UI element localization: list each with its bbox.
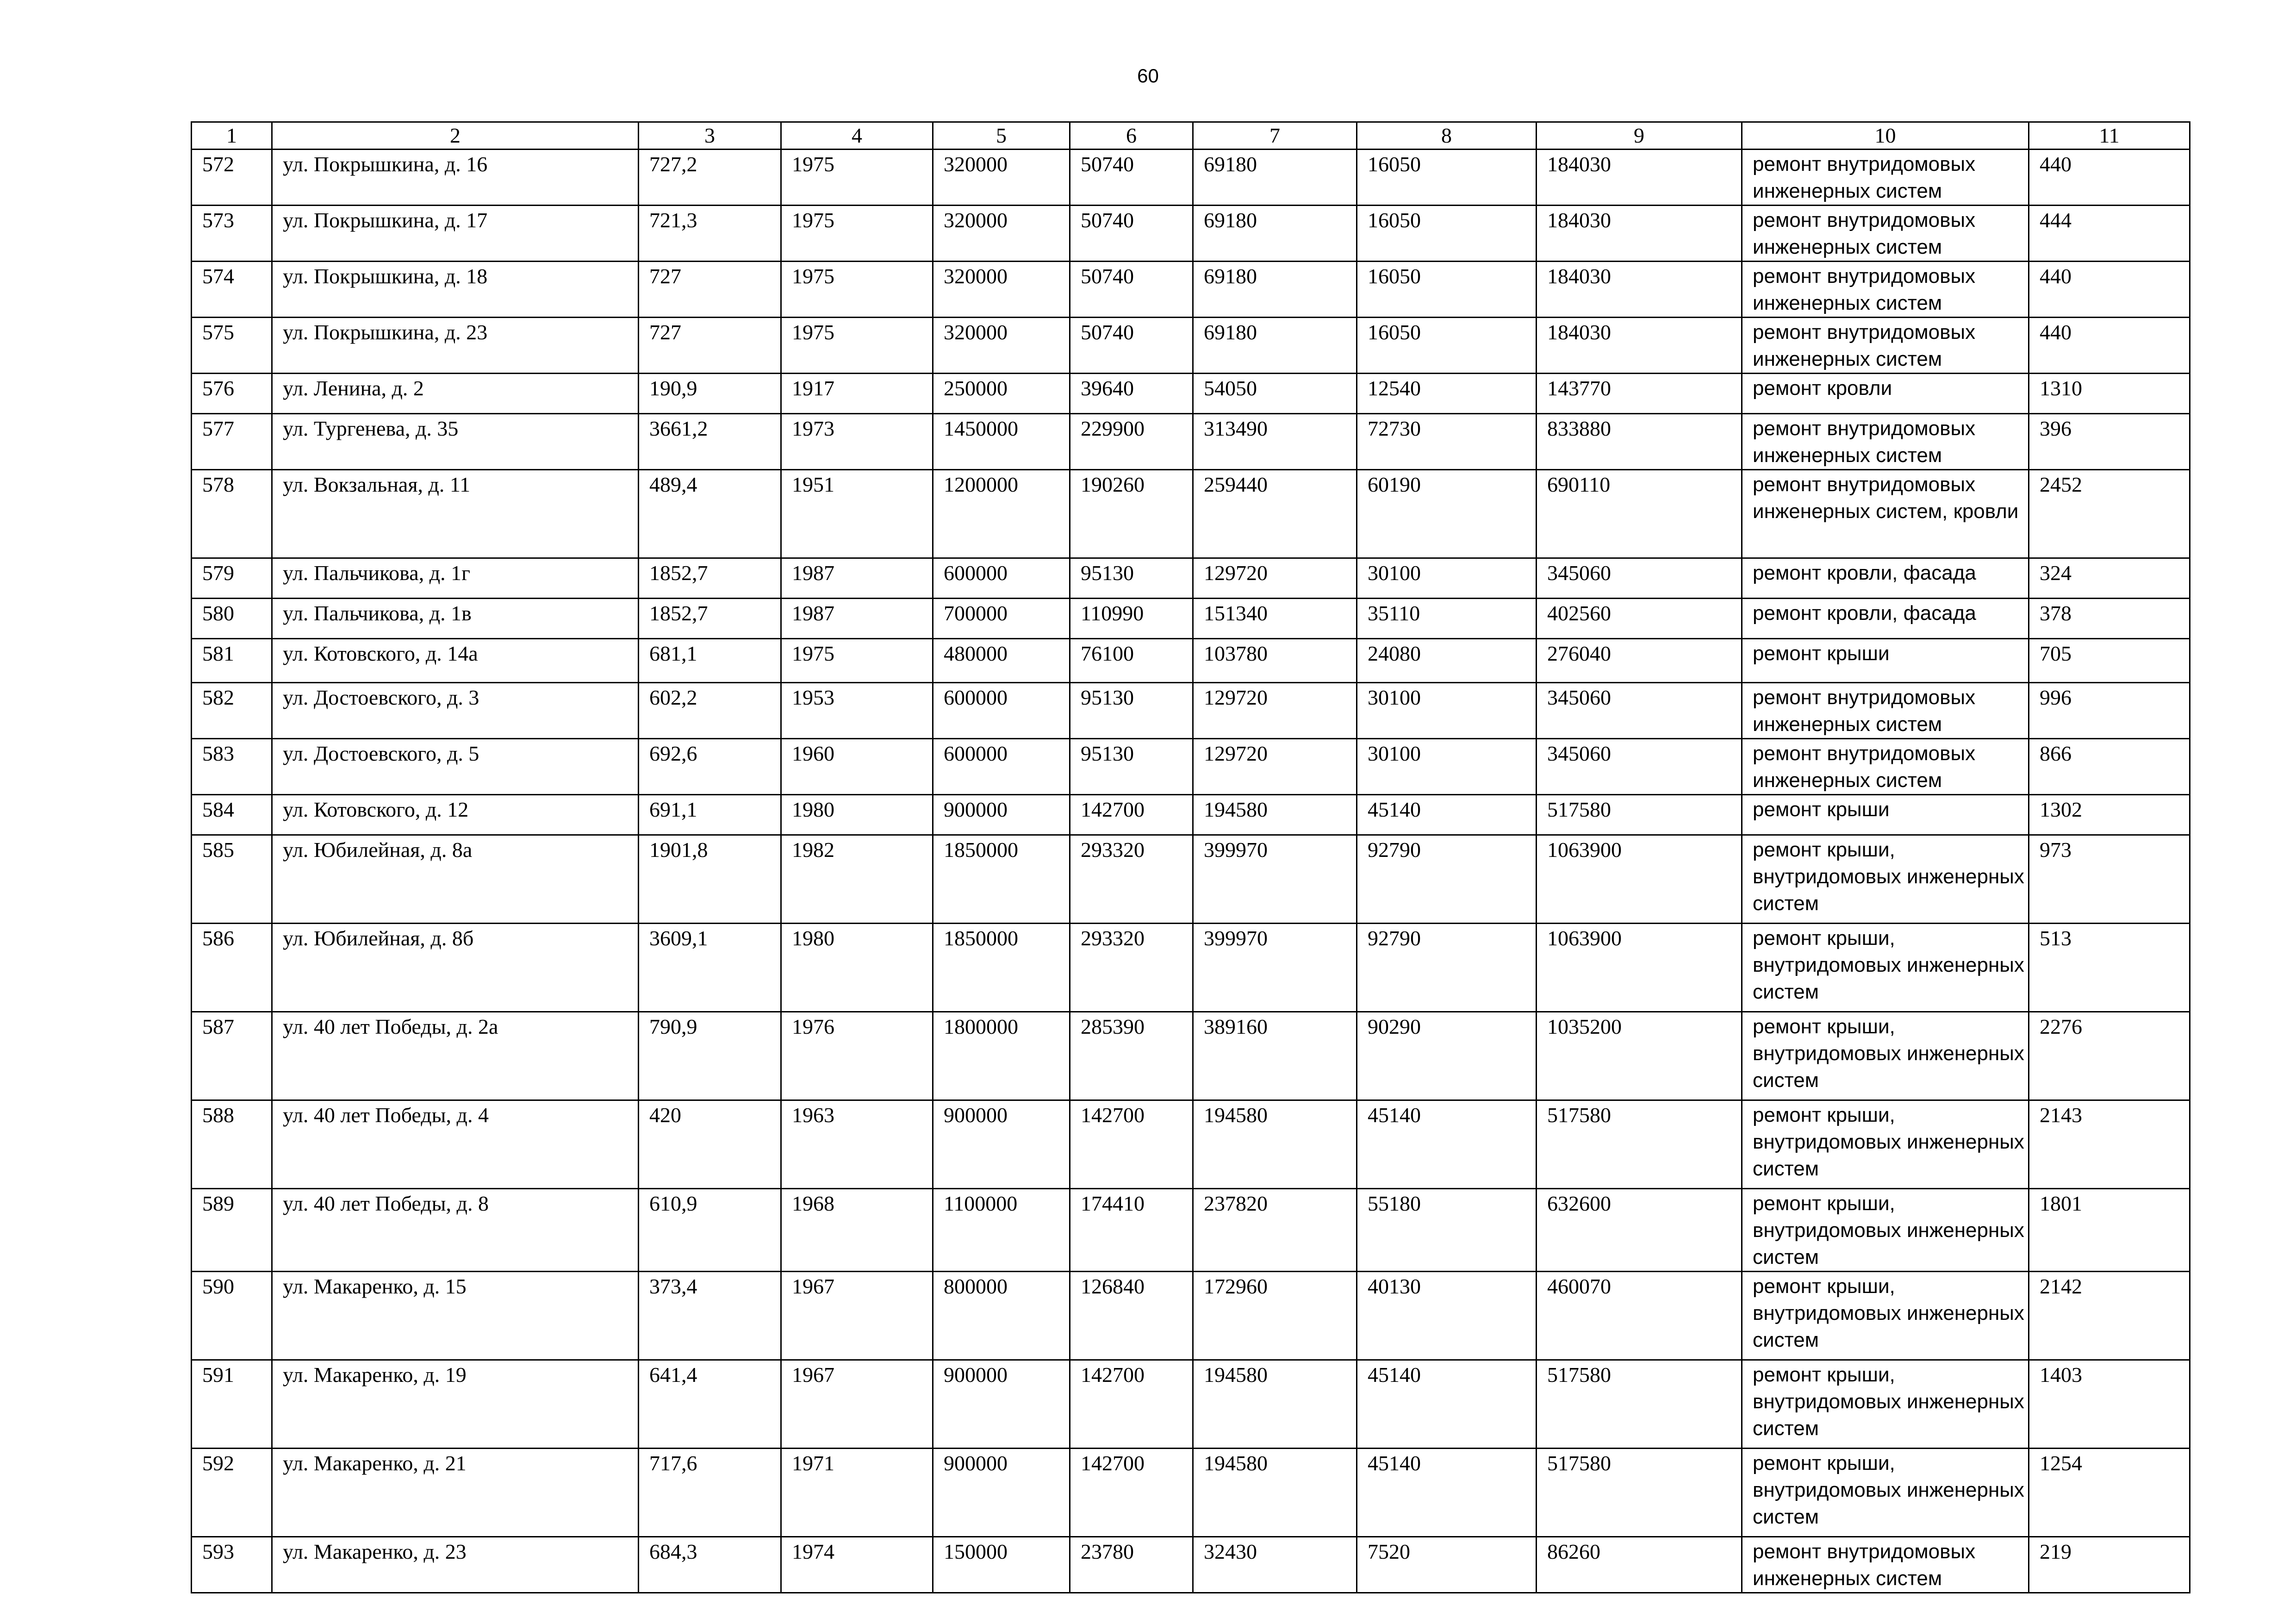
area-cell: 721,3 bbox=[639, 206, 781, 262]
total-cost-cell: 320000 bbox=[933, 262, 1070, 318]
col11-value-cell: 396 bbox=[2029, 414, 2190, 470]
total-cost-cell: 1850000 bbox=[933, 835, 1070, 924]
cost-col8-cell: 16050 bbox=[1357, 206, 1537, 262]
work-type-cell: ремонт крыши, внутридомовых инженерных систем bbox=[1742, 1100, 2029, 1189]
address-cell: ул. 40 лет Победы, д. 2а bbox=[272, 1012, 639, 1100]
cost-col6-cell: 142700 bbox=[1070, 1449, 1193, 1537]
area-cell: 1901,8 bbox=[639, 835, 781, 924]
area-cell: 3661,2 bbox=[639, 414, 781, 470]
row-number-cell: 582 bbox=[192, 683, 272, 739]
work-type-cell: ремонт внутридомовых инженерных систем bbox=[1742, 206, 2029, 262]
cost-col9-cell: 1063900 bbox=[1537, 835, 1742, 924]
work-type-cell: ремонт крыши, внутридомовых инженерных систем bbox=[1742, 1012, 2029, 1100]
col11-value-cell: 2276 bbox=[2029, 1012, 2190, 1100]
cost-col6-cell: 50740 bbox=[1070, 206, 1193, 262]
table-row bbox=[192, 150, 2190, 206]
year-cell: 1975 bbox=[781, 150, 933, 206]
table-row bbox=[192, 558, 2190, 599]
area-cell: 684,3 bbox=[639, 1537, 781, 1593]
total-cost-cell: 600000 bbox=[933, 739, 1070, 795]
work-type-cell: ремонт крыши, внутридомовых инженерных систем bbox=[1742, 1449, 2029, 1537]
address-cell: ул. Покрышкина, д. 23 bbox=[272, 318, 639, 374]
table-row bbox=[192, 1189, 2190, 1272]
cost-col7-cell: 129720 bbox=[1193, 739, 1357, 795]
area-cell: 1852,7 bbox=[639, 558, 781, 599]
header-cell: 5 bbox=[933, 122, 1070, 150]
year-cell: 1968 bbox=[781, 1189, 933, 1272]
address-cell: ул. Макаренко, д. 23 bbox=[272, 1537, 639, 1593]
total-cost-cell: 1200000 bbox=[933, 470, 1070, 558]
area-cell: 3609,1 bbox=[639, 924, 781, 1012]
cost-col8-cell: 60190 bbox=[1357, 470, 1537, 558]
cost-col9-cell: 86260 bbox=[1537, 1537, 1742, 1593]
table-row bbox=[192, 1537, 2190, 1593]
year-cell: 1980 bbox=[781, 924, 933, 1012]
table-row bbox=[192, 470, 2190, 558]
header-cell: 7 bbox=[1193, 122, 1357, 150]
address-cell: ул. Тургенева, д. 35 bbox=[272, 414, 639, 470]
cost-col6-cell: 110990 bbox=[1070, 599, 1193, 639]
cost-col8-cell: 45140 bbox=[1357, 795, 1537, 835]
table-row bbox=[192, 374, 2190, 414]
total-cost-cell: 600000 bbox=[933, 683, 1070, 739]
cost-col7-cell: 389160 bbox=[1193, 1012, 1357, 1100]
row-number-cell: 580 bbox=[192, 599, 272, 639]
row-number-cell: 581 bbox=[192, 639, 272, 683]
address-cell: ул. Котовского, д. 12 bbox=[272, 795, 639, 835]
col11-value-cell: 973 bbox=[2029, 835, 2190, 924]
col11-value-cell: 2452 bbox=[2029, 470, 2190, 558]
col11-value-cell: 324 bbox=[2029, 558, 2190, 599]
row-number-cell: 579 bbox=[192, 558, 272, 599]
cost-col9-cell: 690110 bbox=[1537, 470, 1742, 558]
col11-value-cell: 440 bbox=[2029, 150, 2190, 206]
year-cell: 1951 bbox=[781, 470, 933, 558]
cost-col6-cell: 23780 bbox=[1070, 1537, 1193, 1593]
col11-value-cell: 440 bbox=[2029, 318, 2190, 374]
area-cell: 681,1 bbox=[639, 639, 781, 683]
cost-col9-cell: 1063900 bbox=[1537, 924, 1742, 1012]
table-row bbox=[192, 683, 2190, 739]
work-type-cell: ремонт кровли bbox=[1742, 374, 2029, 414]
address-cell: ул. 40 лет Победы, д. 8 bbox=[272, 1189, 639, 1272]
cost-col7-cell: 129720 bbox=[1193, 558, 1357, 599]
row-number-cell: 588 bbox=[192, 1100, 272, 1189]
address-cell: ул. Вокзальная, д. 11 bbox=[272, 470, 639, 558]
cost-col9-cell: 517580 bbox=[1537, 1360, 1742, 1449]
year-cell: 1967 bbox=[781, 1272, 933, 1360]
area-cell: 602,2 bbox=[639, 683, 781, 739]
data-table bbox=[191, 121, 2190, 1593]
year-cell: 1917 bbox=[781, 374, 933, 414]
row-number-cell: 592 bbox=[192, 1449, 272, 1537]
year-cell: 1987 bbox=[781, 599, 933, 639]
area-cell: 373,4 bbox=[639, 1272, 781, 1360]
cost-col6-cell: 95130 bbox=[1070, 683, 1193, 739]
cost-col6-cell: 174410 bbox=[1070, 1189, 1193, 1272]
work-type-cell: ремонт внутридомовых инженерных систем bbox=[1742, 1537, 2029, 1593]
work-type-cell: ремонт кровли, фасада bbox=[1742, 599, 2029, 639]
row-number-cell: 584 bbox=[192, 795, 272, 835]
cost-col8-cell: 92790 bbox=[1357, 924, 1537, 1012]
cost-col8-cell: 92790 bbox=[1357, 835, 1537, 924]
cost-col7-cell: 399970 bbox=[1193, 835, 1357, 924]
cost-col9-cell: 345060 bbox=[1537, 558, 1742, 599]
row-number-cell: 583 bbox=[192, 739, 272, 795]
cost-col6-cell: 285390 bbox=[1070, 1012, 1193, 1100]
table-row bbox=[192, 599, 2190, 639]
cost-col6-cell: 39640 bbox=[1070, 374, 1193, 414]
cost-col7-cell: 69180 bbox=[1193, 262, 1357, 318]
total-cost-cell: 1100000 bbox=[933, 1189, 1070, 1272]
year-cell: 1982 bbox=[781, 835, 933, 924]
cost-col6-cell: 95130 bbox=[1070, 558, 1193, 599]
cost-col8-cell: 45140 bbox=[1357, 1100, 1537, 1189]
row-number-cell: 577 bbox=[192, 414, 272, 470]
cost-col8-cell: 45140 bbox=[1357, 1449, 1537, 1537]
year-cell: 1953 bbox=[781, 683, 933, 739]
work-type-cell: ремонт внутридомовых инженерных систем bbox=[1742, 739, 2029, 795]
work-type-cell: ремонт внутридомовых инженерных систем, кровли bbox=[1742, 470, 2029, 558]
cost-col7-cell: 399970 bbox=[1193, 924, 1357, 1012]
page-number: 60 bbox=[1137, 65, 1159, 87]
col11-value-cell: 440 bbox=[2029, 262, 2190, 318]
total-cost-cell: 320000 bbox=[933, 206, 1070, 262]
work-type-cell: ремонт кровли, фасада bbox=[1742, 558, 2029, 599]
col11-value-cell: 866 bbox=[2029, 739, 2190, 795]
year-cell: 1971 bbox=[781, 1449, 933, 1537]
cost-col8-cell: 55180 bbox=[1357, 1189, 1537, 1272]
address-cell: ул. Покрышкина, д. 18 bbox=[272, 262, 639, 318]
cost-col7-cell: 69180 bbox=[1193, 150, 1357, 206]
cost-col8-cell: 40130 bbox=[1357, 1272, 1537, 1360]
header-cell: 6 bbox=[1070, 122, 1193, 150]
cost-col6-cell: 142700 bbox=[1070, 795, 1193, 835]
year-cell: 1963 bbox=[781, 1100, 933, 1189]
cost-col9-cell: 517580 bbox=[1537, 1100, 1742, 1189]
cost-col9-cell: 460070 bbox=[1537, 1272, 1742, 1360]
total-cost-cell: 900000 bbox=[933, 795, 1070, 835]
row-number-cell: 585 bbox=[192, 835, 272, 924]
cost-col6-cell: 76100 bbox=[1070, 639, 1193, 683]
table-row bbox=[192, 318, 2190, 374]
year-cell: 1975 bbox=[781, 639, 933, 683]
cost-col9-cell: 517580 bbox=[1537, 795, 1742, 835]
cost-col9-cell: 184030 bbox=[1537, 318, 1742, 374]
cost-col7-cell: 129720 bbox=[1193, 683, 1357, 739]
table-row bbox=[192, 1012, 2190, 1100]
work-type-cell: ремонт крыши, внутридомовых инженерных систем bbox=[1742, 835, 2029, 924]
cost-col9-cell: 402560 bbox=[1537, 599, 1742, 639]
cost-col8-cell: 16050 bbox=[1357, 318, 1537, 374]
cost-col8-cell: 7520 bbox=[1357, 1537, 1537, 1593]
total-cost-cell: 900000 bbox=[933, 1449, 1070, 1537]
area-cell: 790,9 bbox=[639, 1012, 781, 1100]
cost-col6-cell: 142700 bbox=[1070, 1360, 1193, 1449]
work-type-cell: ремонт внутридомовых инженерных систем bbox=[1742, 150, 2029, 206]
header-cell: 11 bbox=[2029, 122, 2190, 150]
table-row bbox=[192, 795, 2190, 835]
col11-value-cell: 1403 bbox=[2029, 1360, 2190, 1449]
cost-col9-cell: 632600 bbox=[1537, 1189, 1742, 1272]
header-row bbox=[192, 122, 2190, 150]
col11-value-cell: 513 bbox=[2029, 924, 2190, 1012]
year-cell: 1987 bbox=[781, 558, 933, 599]
col11-value-cell: 1302 bbox=[2029, 795, 2190, 835]
header-cell: 2 bbox=[272, 122, 639, 150]
total-cost-cell: 900000 bbox=[933, 1100, 1070, 1189]
col11-value-cell: 1801 bbox=[2029, 1189, 2190, 1272]
cost-col8-cell: 16050 bbox=[1357, 150, 1537, 206]
area-cell: 641,4 bbox=[639, 1360, 781, 1449]
year-cell: 1980 bbox=[781, 795, 933, 835]
area-cell: 691,1 bbox=[639, 795, 781, 835]
work-type-cell: ремонт крыши bbox=[1742, 639, 2029, 683]
row-number-cell: 578 bbox=[192, 470, 272, 558]
total-cost-cell: 700000 bbox=[933, 599, 1070, 639]
col11-value-cell: 2142 bbox=[2029, 1272, 2190, 1360]
work-type-cell: ремонт внутридомовых инженерных систем bbox=[1742, 262, 2029, 318]
cost-col9-cell: 184030 bbox=[1537, 150, 1742, 206]
total-cost-cell: 900000 bbox=[933, 1360, 1070, 1449]
work-type-cell: ремонт внутридомовых инженерных систем bbox=[1742, 414, 2029, 470]
col11-value-cell: 2143 bbox=[2029, 1100, 2190, 1189]
cost-col9-cell: 276040 bbox=[1537, 639, 1742, 683]
total-cost-cell: 1450000 bbox=[933, 414, 1070, 470]
row-number-cell: 574 bbox=[192, 262, 272, 318]
cost-col6-cell: 293320 bbox=[1070, 924, 1193, 1012]
table-row bbox=[192, 1360, 2190, 1449]
address-cell: ул. 40 лет Победы, д. 4 bbox=[272, 1100, 639, 1189]
address-cell: ул. Юбилейная, д. 8а bbox=[272, 835, 639, 924]
cost-col6-cell: 126840 bbox=[1070, 1272, 1193, 1360]
col11-value-cell: 996 bbox=[2029, 683, 2190, 739]
area-cell: 610,9 bbox=[639, 1189, 781, 1272]
area-cell: 727,2 bbox=[639, 150, 781, 206]
address-cell: ул. Котовского, д. 14а bbox=[272, 639, 639, 683]
area-cell: 717,6 bbox=[639, 1449, 781, 1537]
address-cell: ул. Макаренко, д. 15 bbox=[272, 1272, 639, 1360]
area-cell: 489,4 bbox=[639, 470, 781, 558]
header-cell: 1 bbox=[192, 122, 272, 150]
address-cell: ул. Достоевского, д. 3 bbox=[272, 683, 639, 739]
col11-value-cell: 705 bbox=[2029, 639, 2190, 683]
header-cell: 8 bbox=[1357, 122, 1537, 150]
cost-col6-cell: 229900 bbox=[1070, 414, 1193, 470]
cost-col8-cell: 35110 bbox=[1357, 599, 1537, 639]
cost-col7-cell: 194580 bbox=[1193, 1449, 1357, 1537]
work-type-cell: ремонт крыши, внутридомовых инженерных систем bbox=[1742, 924, 2029, 1012]
row-number-cell: 586 bbox=[192, 924, 272, 1012]
cost-col6-cell: 293320 bbox=[1070, 835, 1193, 924]
cost-col8-cell: 30100 bbox=[1357, 683, 1537, 739]
cost-col8-cell: 45140 bbox=[1357, 1360, 1537, 1449]
cost-col9-cell: 345060 bbox=[1537, 739, 1742, 795]
address-cell: ул. Покрышкина, д. 17 bbox=[272, 206, 639, 262]
cost-col7-cell: 172960 bbox=[1193, 1272, 1357, 1360]
row-number-cell: 572 bbox=[192, 150, 272, 206]
cost-col9-cell: 184030 bbox=[1537, 206, 1742, 262]
cost-col7-cell: 69180 bbox=[1193, 206, 1357, 262]
row-number-cell: 575 bbox=[192, 318, 272, 374]
area-cell: 727 bbox=[639, 318, 781, 374]
total-cost-cell: 480000 bbox=[933, 639, 1070, 683]
address-cell: ул. Пальчикова, д. 1г bbox=[272, 558, 639, 599]
cost-col6-cell: 50740 bbox=[1070, 318, 1193, 374]
cost-col6-cell: 50740 bbox=[1070, 150, 1193, 206]
cost-col7-cell: 151340 bbox=[1193, 599, 1357, 639]
table-row bbox=[192, 639, 2190, 683]
cost-col9-cell: 1035200 bbox=[1537, 1012, 1742, 1100]
cost-col8-cell: 12540 bbox=[1357, 374, 1537, 414]
year-cell: 1975 bbox=[781, 206, 933, 262]
table-row bbox=[192, 1272, 2190, 1360]
cost-col9-cell: 143770 bbox=[1537, 374, 1742, 414]
cost-col7-cell: 69180 bbox=[1193, 318, 1357, 374]
area-cell: 727 bbox=[639, 262, 781, 318]
table-row bbox=[192, 414, 2190, 470]
table-row bbox=[192, 739, 2190, 795]
year-cell: 1967 bbox=[781, 1360, 933, 1449]
cost-col7-cell: 54050 bbox=[1193, 374, 1357, 414]
header-cell: 10 bbox=[1742, 122, 2029, 150]
work-type-cell: ремонт внутридомовых инженерных систем bbox=[1742, 318, 2029, 374]
year-cell: 1960 bbox=[781, 739, 933, 795]
col11-value-cell: 219 bbox=[2029, 1537, 2190, 1593]
cost-col8-cell: 30100 bbox=[1357, 558, 1537, 599]
cost-col9-cell: 517580 bbox=[1537, 1449, 1742, 1537]
cost-col7-cell: 194580 bbox=[1193, 1100, 1357, 1189]
year-cell: 1974 bbox=[781, 1537, 933, 1593]
col11-value-cell: 1254 bbox=[2029, 1449, 2190, 1537]
work-type-cell: ремонт крыши, внутридомовых инженерных систем bbox=[1742, 1189, 2029, 1272]
address-cell: ул. Пальчикова, д. 1в bbox=[272, 599, 639, 639]
table-row bbox=[192, 1449, 2190, 1537]
table-body bbox=[192, 150, 2190, 1593]
table-row bbox=[192, 206, 2190, 262]
work-type-cell: ремонт крыши bbox=[1742, 795, 2029, 835]
cost-col9-cell: 184030 bbox=[1537, 262, 1742, 318]
cost-col6-cell: 50740 bbox=[1070, 262, 1193, 318]
cost-col7-cell: 194580 bbox=[1193, 795, 1357, 835]
header-cell: 9 bbox=[1537, 122, 1742, 150]
work-type-cell: ремонт крыши, внутридомовых инженерных систем bbox=[1742, 1360, 2029, 1449]
address-cell: ул. Покрышкина, д. 16 bbox=[272, 150, 639, 206]
address-cell: ул. Юбилейная, д. 8б bbox=[272, 924, 639, 1012]
area-cell: 692,6 bbox=[639, 739, 781, 795]
cost-col9-cell: 345060 bbox=[1537, 683, 1742, 739]
cost-col6-cell: 95130 bbox=[1070, 739, 1193, 795]
address-cell: ул. Ленина, д. 2 bbox=[272, 374, 639, 414]
total-cost-cell: 800000 bbox=[933, 1272, 1070, 1360]
cost-col7-cell: 103780 bbox=[1193, 639, 1357, 683]
row-number-cell: 590 bbox=[192, 1272, 272, 1360]
table-row bbox=[192, 1100, 2190, 1189]
table-row bbox=[192, 924, 2190, 1012]
total-cost-cell: 250000 bbox=[933, 374, 1070, 414]
table-row bbox=[192, 835, 2190, 924]
cost-col8-cell: 16050 bbox=[1357, 262, 1537, 318]
total-cost-cell: 600000 bbox=[933, 558, 1070, 599]
row-number-cell: 591 bbox=[192, 1360, 272, 1449]
year-cell: 1975 bbox=[781, 262, 933, 318]
row-number-cell: 589 bbox=[192, 1189, 272, 1272]
table-row bbox=[192, 262, 2190, 318]
area-cell: 190,9 bbox=[639, 374, 781, 414]
work-type-cell: ремонт крыши, внутридомовых инженерных систем bbox=[1742, 1272, 2029, 1360]
year-cell: 1975 bbox=[781, 318, 933, 374]
area-cell: 420 bbox=[639, 1100, 781, 1189]
address-cell: ул. Макаренко, д. 19 bbox=[272, 1360, 639, 1449]
address-cell: ул. Макаренко, д. 21 bbox=[272, 1449, 639, 1537]
cost-col7-cell: 194580 bbox=[1193, 1360, 1357, 1449]
header-cell: 4 bbox=[781, 122, 933, 150]
cost-col8-cell: 24080 bbox=[1357, 639, 1537, 683]
col11-value-cell: 1310 bbox=[2029, 374, 2190, 414]
cost-col6-cell: 142700 bbox=[1070, 1100, 1193, 1189]
cost-col6-cell: 190260 bbox=[1070, 470, 1193, 558]
total-cost-cell: 1800000 bbox=[933, 1012, 1070, 1100]
total-cost-cell: 320000 bbox=[933, 318, 1070, 374]
cost-col7-cell: 259440 bbox=[1193, 470, 1357, 558]
col11-value-cell: 378 bbox=[2029, 599, 2190, 639]
total-cost-cell: 320000 bbox=[933, 150, 1070, 206]
row-number-cell: 587 bbox=[192, 1012, 272, 1100]
area-cell: 1852,7 bbox=[639, 599, 781, 639]
year-cell: 1973 bbox=[781, 414, 933, 470]
row-number-cell: 576 bbox=[192, 374, 272, 414]
cost-col8-cell: 90290 bbox=[1357, 1012, 1537, 1100]
cost-col8-cell: 30100 bbox=[1357, 739, 1537, 795]
header-cell: 3 bbox=[639, 122, 781, 150]
cost-col9-cell: 833880 bbox=[1537, 414, 1742, 470]
cost-col8-cell: 72730 bbox=[1357, 414, 1537, 470]
address-cell: ул. Достоевского, д. 5 bbox=[272, 739, 639, 795]
cost-col7-cell: 32430 bbox=[1193, 1537, 1357, 1593]
row-number-cell: 593 bbox=[192, 1537, 272, 1593]
total-cost-cell: 150000 bbox=[933, 1537, 1070, 1593]
year-cell: 1976 bbox=[781, 1012, 933, 1100]
row-number-cell: 573 bbox=[192, 206, 272, 262]
col11-value-cell: 444 bbox=[2029, 206, 2190, 262]
cost-col7-cell: 237820 bbox=[1193, 1189, 1357, 1272]
total-cost-cell: 1850000 bbox=[933, 924, 1070, 1012]
cost-col7-cell: 313490 bbox=[1193, 414, 1357, 470]
work-type-cell: ремонт внутридомовых инженерных систем bbox=[1742, 683, 2029, 739]
